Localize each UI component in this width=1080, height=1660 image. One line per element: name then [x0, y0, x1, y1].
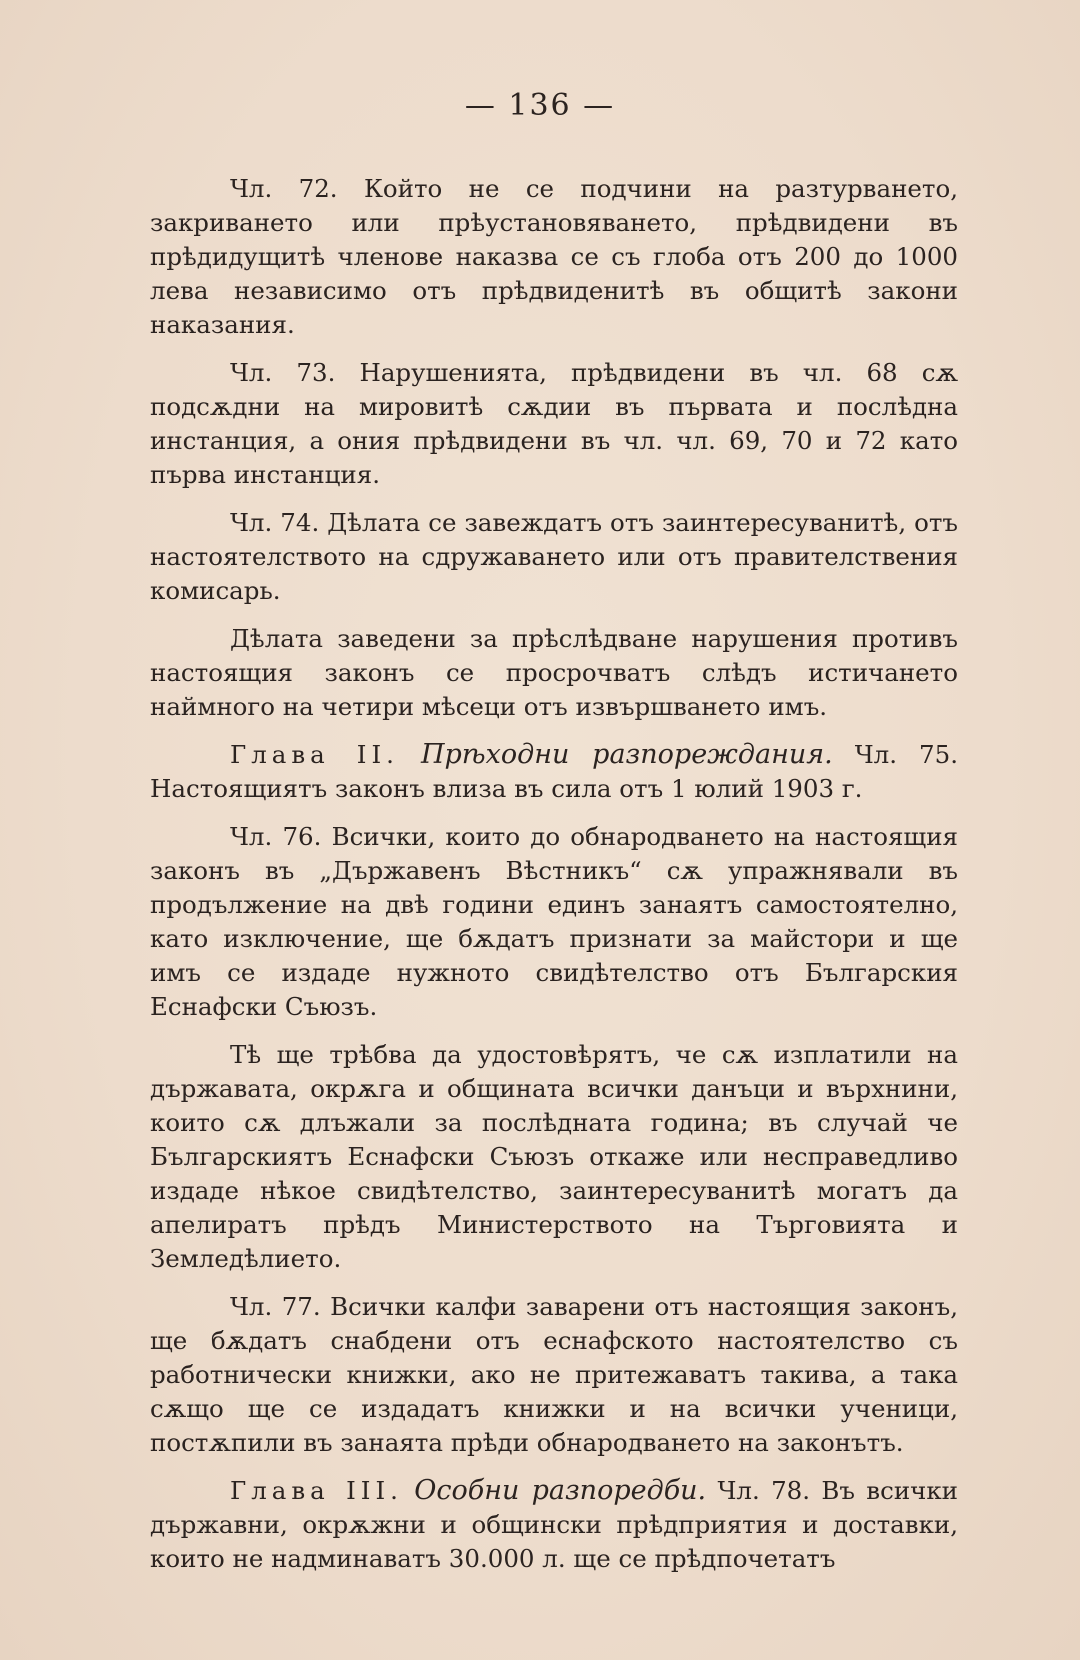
paragraph-art-75: Чл. 75. Настоящиятъ законъ влиза въ сила отъ 1 юлий 1903 г.: [150, 740, 958, 803]
paragraph-art-72: Чл. 72. Който не се подчини на разтурването, закриването или прѣустановяването, прѣдвидени въ прѣдидущитѣ членове наказва се съ глоба отъ 200 до 1000 лева независимо отъ прѣдвиденитѣ въ общитѣ закони наказания.: [150, 174, 958, 339]
chapter-3-title: Особни разпоредби.: [414, 1475, 707, 1506]
paragraph-art-76-cont: Тѣ ще трѣбва да удостовѣрятъ, че сѫ изплатили на държавата, окрѫга и общината всички данъци и върхнини, които сѫ длъжали за послѣдната година; въ случай че Българскиятъ Еснафски Съюзъ откаже или несправедливо издаде нѣкое свидѣтелство, заинтересуванитѣ могатъ да апелиратъ прѣдъ Министерството на Търговията и Земледѣлието.: [150, 1040, 958, 1273]
page-number: — 136 —: [464, 88, 616, 123]
paragraph-art-78: Чл. 78. Въ всички държавни, окрѫжни и общински прѣдприятия и доставки, които не надминаватъ 30.000 л. ще се прѣдпочетатъ: [150, 1476, 958, 1573]
chapter-3-label: Глава III.: [230, 1476, 403, 1505]
paragraph-art-76: Чл. 76. Всички, които до обнародването на настоящия законъ въ „Държавенъ Вѣстникъ“ сѫ упражнявали въ продължение на двѣ години единъ занаятъ самостоятелно, като изключение, ще бѫдатъ признати за майстори и ще имъ се издаде нужното свидѣтелство отъ Българския Еснафски Съюзъ.: [150, 822, 958, 1021]
paragraph-cases-limitation: Дѣлата заведени за прѣслѣдване нарушения противъ настоящия законъ се просрочватъ слѣдъ истичането наймного на четири мѣсеци отъ извършването имъ.: [150, 624, 958, 721]
paragraph-chapter-2: [150, 738, 958, 806]
paragraph-art-73: Чл. 73. Нарушенията, прѣдвидени въ чл. 68 сѫ подсѫдни на мировитѣ сѫдии въ първата и послѣдна инстанция, а ония прѣдвидени въ чл. чл. 69, 70 и 72 като първа инстанция.: [150, 358, 958, 489]
body-text: [150, 172, 958, 1576]
paragraph-art-77: Чл. 77. Всички калфи заварени отъ настоящия законъ, ще бѫдатъ снабдени отъ еснафското настоятелство съ работнически книжки, ако не притежаватъ такива, а така сѫщо ще се издадатъ книжки и на всички ученици, постѫпили въ занаята прѣди обнародването на законътъ.: [150, 1292, 958, 1457]
paragraph-chapter-3: [150, 1474, 958, 1576]
chapter-2-title: Прѣходни разпореждания.: [420, 739, 833, 770]
chapter-2-label: Глава II.: [230, 740, 399, 769]
paragraph-art-74: Чл. 74. Дѣлата се завеждатъ отъ заинтересуванитѣ, отъ настоятелството на сдружаването или отъ правителствения комисарь.: [150, 508, 958, 605]
